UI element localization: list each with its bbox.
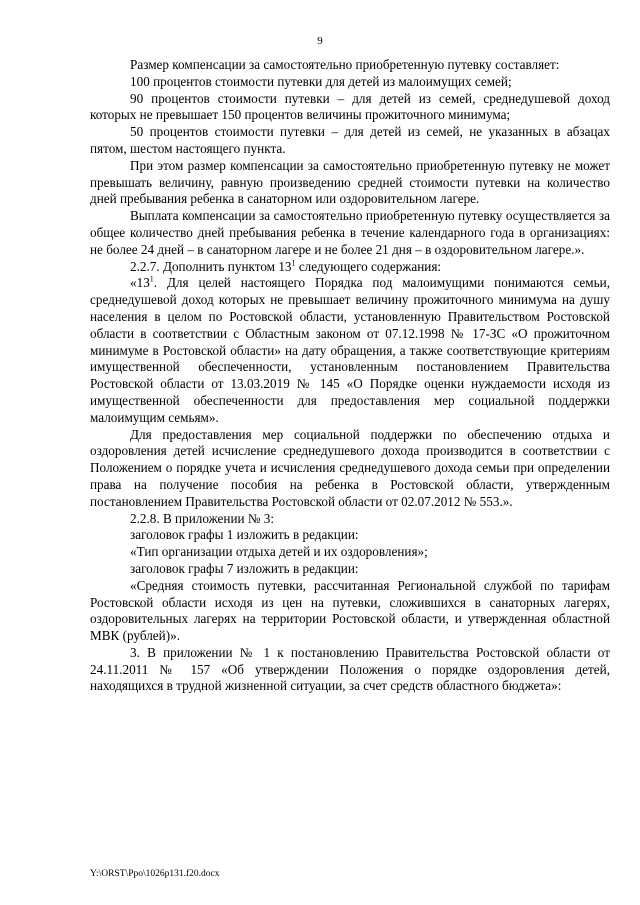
- paragraph: заголовок графы 1 изложить в редакции:: [130, 527, 359, 543]
- paragraph: заголовок графы 7 изложить в редакции:: [130, 560, 359, 576]
- paragraph: При этом размер компенсации за самостоятельно приобретенную путевку не может превышать величину, равную произведению средней стоимости путевки на количество дней пребывания ребенка в санаторном или оздоровительном лагере.: [90, 157, 610, 207]
- paragraph: Для предоставления мер социальной поддержки по обеспечению отдыха и оздоровления детей исчисление среднедушевого дохода производится в соответствии с Положением о порядке учета и исчисления среднедушевого дохода семьи при определении права на получение пособия на ребенка в Ростовской области, утвержденным постановлением Правительства Ростовской области от 02.07.2012 № 553.».: [90, 426, 610, 509]
- paragraph: «Средняя стоимость путевки, рассчитанная Региональной службой по тарифам Ростовской области исходя из цен на путевки, сложившихся в санаторных лагерях, оздоровительных лагерях на территории Ростовской области, и утвержденная областной МВК (рублей)».: [90, 577, 610, 644]
- paragraph: 3. В приложении № 1 к постановлению Правительства Ростовской области от 24.11.2011 № 157 «Об утверждении Положения о порядке оздоровления детей, находящихся в трудной жизненной ситуации, за счет средств областного бюджета»:: [90, 644, 610, 694]
- paragraph: 50 процентов стоимости путевки – для детей из семей, не указанных в абзацах пятом, шестом настоящего пункта.: [90, 124, 610, 156]
- paragraph: 90 процентов стоимости путевки – для детей из семей, среднедушевой доход которых не превышает 150 процентов величины прожиточного минимума;: [90, 90, 610, 123]
- paragraph: «Тип организации отдыха детей и их оздоровления»;: [130, 544, 428, 560]
- paragraph: «$13^1$. Для целей настоящего Порядка под малоимущими понимаются семьи, среднедушевой доход которых не превышает величину прожиточного минимума на душу населения в целом по Ростовской области, установленную Правительством Ростовской области в соответствии с Областным законом от 07.12.1998 № 17-ЗС «О прожиточном минимуме в Ростовской области» на дату обращения, а также соответствующие критериям имущественной обеспеченности, установленным постановлением Правительства Ростовской области от 13.03.2019 № 145 «О Порядке оценки нуждаемости исходя из имущественной обеспеченности для предоставления мер социальной поддержки малоимущим семьям».: [90, 274, 610, 425]
- superscript-one: 1: [291, 258, 296, 268]
- document-body: [90, 57, 610, 695]
- superscript-one: 1: [149, 274, 154, 284]
- paragraph: Выплата компенсации за самостоятельно приобретенную путевку осуществляется за общее количество дней пребывания ребенка в течение календарного года в организациях: не более 24 дней – в санаторном лагере и не более 21 дня – в оздоровительном лагере.».: [90, 208, 610, 257]
- file-path-footer: Y:\ORST\Ppo\1026p131.f20.docx: [90, 869, 220, 879]
- paragraph: 100 процентов стоимости путевки для детей из малоимущих семей;: [130, 73, 512, 89]
- paragraph: Размер компенсации за самостоятельно приобретенную путевку составляет:: [130, 57, 560, 72]
- paragraph: 2.2.7. Дополнить пунктом $13^1$ следующего содержания:: [130, 258, 442, 274]
- page-number: 9: [317, 35, 323, 47]
- paragraph: 2.2.8. В приложении № 3:: [130, 510, 275, 526]
